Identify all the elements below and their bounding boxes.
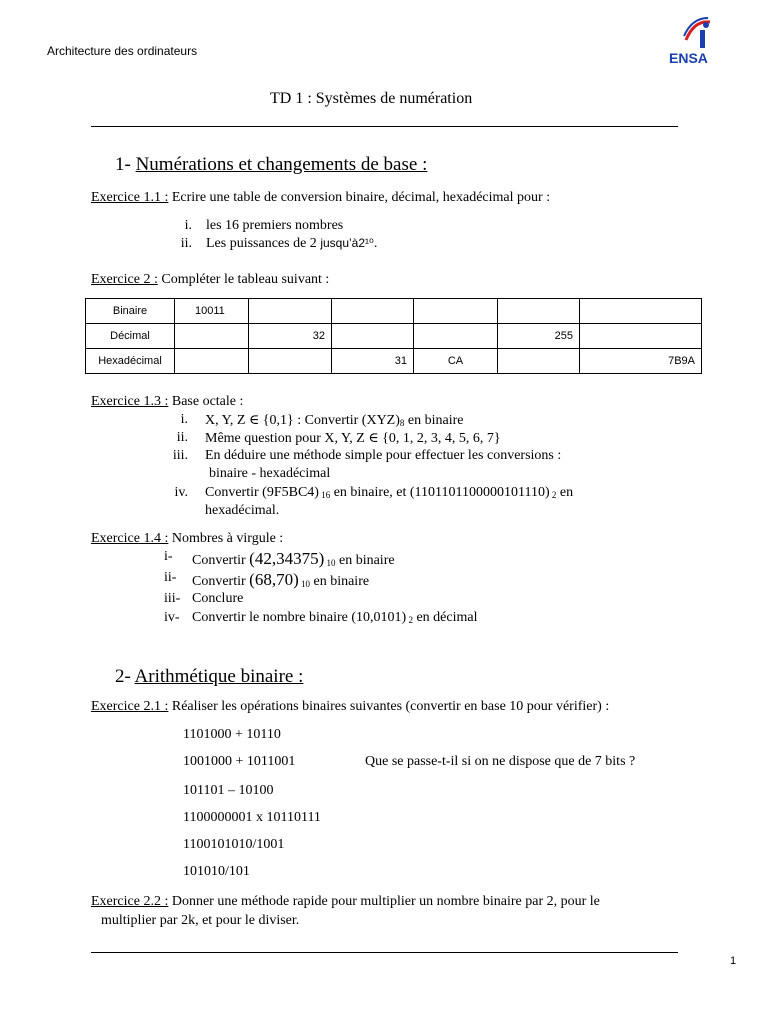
ex13-item-num: iii. (172, 448, 188, 463)
table-cell[interactable]: 7B9A (580, 349, 702, 374)
course-title: Architecture des ordinateurs (47, 44, 198, 58)
ex21-question: Que se passe-t-il si on ne dispose que de 7 bits ? (365, 754, 636, 769)
ex13-line (91, 394, 243, 410)
ex13-text: Base octale : (168, 394, 244, 409)
table-row-binaire (86, 299, 702, 324)
ex14-text: Nombres à virgule : (168, 531, 284, 546)
ex13-item-text-cont: hexadécimal. (205, 503, 280, 518)
page-number: 1 (730, 955, 737, 967)
ex14-item-text (192, 570, 369, 590)
ex22-text-cont: multiplier par 2k, et pour le diviser. (101, 913, 300, 928)
ex14-item-text (192, 610, 478, 626)
section1-heading (115, 154, 427, 176)
ex11-item-text (206, 236, 377, 252)
ex14-item-big: (68,70) (249, 570, 299, 589)
ex14-item-b: en binaire (309, 574, 370, 589)
table-cell[interactable] (332, 324, 414, 349)
ex14-item-a: Convertir le nombre binaire (10,0101) (192, 610, 407, 625)
table-cell[interactable] (332, 299, 414, 324)
ex14-item-a: Convertir (192, 553, 250, 568)
ex13-i-text: X, Y, Z ∈ {0,1} : Convertir (XYZ) (205, 413, 400, 428)
ensa-logo-text: ENSA (669, 50, 708, 66)
ex13-item-text-cont: binaire - hexadécimal (209, 466, 331, 481)
ex11-item-math: jusqu’à2¹⁰ (320, 236, 374, 250)
table-cell[interactable] (580, 299, 702, 324)
ex13-item-num: ii. (176, 430, 188, 445)
ex21-operation: 1001000 + 1011001 (183, 754, 296, 769)
ex13-label: Exercice 1.3 : (91, 394, 169, 409)
ex13-item-text (205, 412, 464, 429)
table-row-label: Binaire (86, 299, 175, 324)
ex22-line (91, 894, 600, 910)
ex21-operation: 1100000001 x 10110111 (183, 810, 321, 825)
ex13-iv-c: en (556, 485, 574, 500)
ex13-item-text: Même question pour X, Y, Z ∈ {0, 1, 2, 3, 4, 5, 6, 7} (205, 431, 501, 446)
ex14-item-sub: 10 (324, 558, 336, 568)
ex2-text: Compléter le tableau suivant : (157, 272, 330, 287)
ex13-item-num: iv. (174, 485, 188, 500)
ex14-item-sub: 10 (298, 579, 310, 589)
table-cell[interactable] (498, 299, 580, 324)
ex13-iv-a: Convertir (9F5BC4) (205, 485, 319, 500)
ex14-line (91, 531, 283, 547)
ex11-label: Exercice 1.1 : (91, 190, 169, 205)
ex13-i-end: en binaire (404, 413, 464, 428)
section2-heading-text: Arithmétique binaire : (134, 666, 304, 687)
ex13-item-num: i. (180, 412, 188, 427)
table-cell[interactable] (175, 324, 249, 349)
ex14-item-sub: 2 (406, 615, 413, 625)
table-cell[interactable] (249, 299, 332, 324)
section1-heading-text: Numérations et changements de base : (135, 154, 428, 175)
section2-heading-prefix: 2- (115, 666, 135, 687)
ex14-item-text (192, 549, 395, 569)
ex2-line (91, 272, 329, 288)
ex14-item-num: iii- (164, 591, 181, 606)
ex21-label: Exercice 2.1 : (91, 699, 169, 714)
divider-top (91, 126, 678, 127)
ex13-item-text: En déduire une méthode simple pour effectuer les conversions : (205, 448, 562, 463)
ex11-item-num: ii. (180, 236, 192, 251)
table-cell[interactable]: 255 (498, 324, 580, 349)
table-cell[interactable] (414, 299, 498, 324)
ex13-i-sub: 8 (399, 418, 405, 428)
table-cell[interactable]: 31 (332, 349, 414, 374)
conversion-table (85, 298, 702, 374)
ex11-item-end: . (373, 236, 378, 251)
ex14-item-num: iv- (164, 610, 180, 625)
ex13-iv-sub1: 16 (318, 490, 331, 500)
table-cell[interactable] (580, 324, 702, 349)
ex14-item-text: Conclure (192, 591, 244, 606)
ex2-label: Exercice 2 : (91, 272, 158, 287)
ex21-line (91, 699, 609, 715)
ex14-label: Exercice 1.4 : (91, 531, 169, 546)
ex14-item-b: en binaire (335, 553, 395, 568)
ex14-item-b: en décimal (412, 610, 478, 625)
section1-heading-prefix: 1- (115, 154, 136, 175)
table-row-hexadecimal (86, 349, 702, 374)
table-cell[interactable]: CA (414, 349, 498, 374)
ex13-iv-sub2: 2 (549, 490, 557, 500)
ex14-item-big: (42,34375) (249, 549, 325, 568)
ex11-line (91, 190, 550, 206)
ex11-item-text-main: Les puissances de 2 (206, 236, 321, 251)
ex11-item-text: les 16 premiers nombres (206, 218, 344, 233)
table-row-label: Hexadécimal (86, 349, 175, 374)
ex11-item-num: i. (184, 218, 192, 233)
table-cell[interactable]: 32 (249, 324, 332, 349)
ex14-item-num: i- (164, 549, 173, 564)
page-title: TD 1 : Systèmes de numération (270, 90, 473, 107)
ex22-label: Exercice 2.2 : (91, 894, 169, 909)
table-cell[interactable] (414, 324, 498, 349)
ex21-operation: 1100101010/1001 (183, 837, 285, 852)
ex21-operation: 101010/101 (183, 864, 250, 879)
ex21-operation: 1101000 + 10110 (183, 727, 281, 742)
table-cell[interactable] (498, 349, 580, 374)
ensa-logo-icon (680, 16, 716, 52)
ex22-text: Donner une méthode rapide pour multiplier un nombre binaire par 2, pour le (168, 894, 600, 909)
ex21-operation: 101101 – 10100 (183, 783, 274, 798)
section2-heading (115, 666, 303, 688)
ex21-text: Réaliser les opérations binaires suivantes (convertir en base 10 pour vérifier) : (168, 699, 610, 714)
ex14-item-a: Convertir (192, 574, 250, 589)
ex13-item-text (205, 485, 573, 501)
table-cell[interactable]: 10011 (175, 299, 249, 324)
divider-bottom (91, 952, 678, 953)
ex11-text: Ecrire une table de conversion binaire, décimal, hexadécimal pour : (168, 190, 551, 205)
ex14-item-num: ii- (164, 570, 177, 585)
table-row-decimal (86, 324, 702, 349)
table-row-label: Décimal (86, 324, 175, 349)
table-cell[interactable] (249, 349, 332, 374)
table-cell[interactable] (175, 349, 249, 374)
ex13-iv-b: en binaire, et (1101101100000101110) (330, 485, 550, 500)
